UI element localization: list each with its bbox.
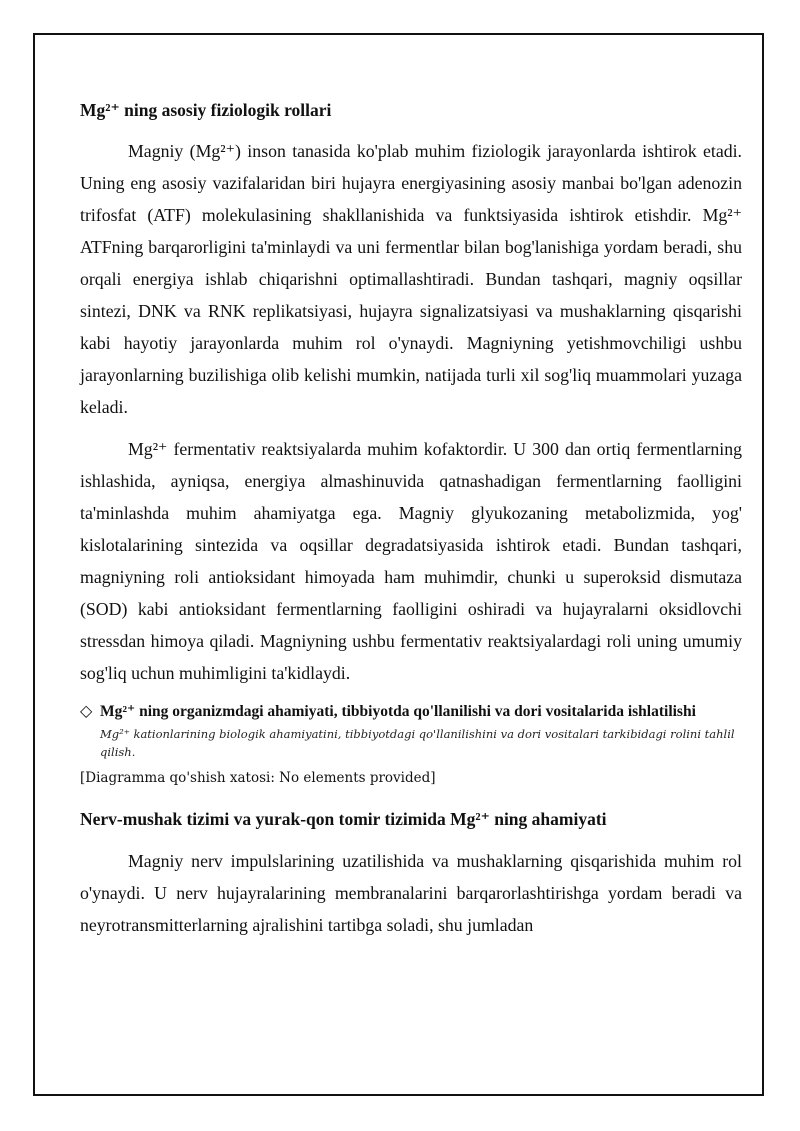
section-header (80, 701, 742, 722)
section-description: Mg²⁺ kationlarining biologik ahamiyatini, tibbiyotdagi qo'llanilishini va dori vositalari tarkibidagi rolini tahlil qilish. (100, 727, 735, 759)
paragraph-nerve-impulses: Magniy nerv impulslarining uzatilishida va mushaklarning qisqarishida muhim rol o'ynaydi. U nerv hujayralarining membranalarini barqarorlashtirishga yordam beradi va neyrotransmitterlarning ajralishini tartibga soladi, shu jumladan (80, 851, 742, 935)
paragraph-atp-role: Magniy (Mg²⁺) inson tanasida ko'plab muhim fiziologik jarayonlarda ishtirok etadi. Uning eng asosiy vazifalaridan biri hujayra energiyasining asosiy manbai bo'lgan adenozin trifosfat (ATF) molekulasining shakllanishida va funktsiyasida ishtirok etishdir. Mg²⁺ ATFning barqarorligini ta'minlaydi va uni fermentlar bilan bog'lanishiga yordam beradi, shu orqali energiya ishlab chiqarishni optimallashtiradi. Bundan tashqari, magniy oqsillar sintezi, DNK va RNK replikatsiyasi, hujayra signalizatsiyasi va mushaklarning qisqarishi kabi hayotiy jarayonlarda muhim rol o'ynaydi. Magniyning yetishmovchiligi ushbu jarayonlarning buzilishiga olib kelishi mumkin, natijada turli xil sog'liq muammolari yuzaga keladi. (80, 141, 742, 417)
diamond-outline-icon: ◇ (80, 703, 93, 720)
heading-nerve-muscle: Nerv-mushak tizimi va yurak-qon tomir tizimida Mg²⁺ ning ahamiyati (80, 809, 607, 829)
paragraph-enzymatic-role: Mg²⁺ fermentativ reaktsiyalarda muhim kofaktordir. U 300 dan ortiq fermentlarning ishlashida, ayniqsa, energiya almashinuvida qatnashadigan fermentlarning faolligini ta'minlashda muhim ahamiyatga ega. Magniy glyukozaning metabolizmida, yog' kislotalarining sintezida va oqsillar degradatsiyasida ishtirok etadi. Bundan tashqari, magniyning roli antioksidant himoyada ham muhimdir, chunki u superoksid dismutaza (SOD) kabi antioksidant fermentlarning faolligini oshiradi va hujayralarni oksidlovchi stressdan himoya qiladi. Magniyning ushbu fermentativ reaktsiyalardagi roli uning umumiy sog'liq uchun muhimligini ta'kidlaydi. (80, 439, 742, 683)
section-title: Mg²⁺ ning organizmdagi ahamiyati, tibbiyotda qo'llanilishi va dori vositalarida ishlatilishi (100, 703, 696, 720)
diagram-error-message: [Diagramma qo'shish xatosi: No elements provided] (80, 770, 436, 786)
heading-physiological-roles: Mg²⁺ ning asosiy fiziologik rollari (80, 100, 332, 120)
document-body (80, 98, 742, 941)
